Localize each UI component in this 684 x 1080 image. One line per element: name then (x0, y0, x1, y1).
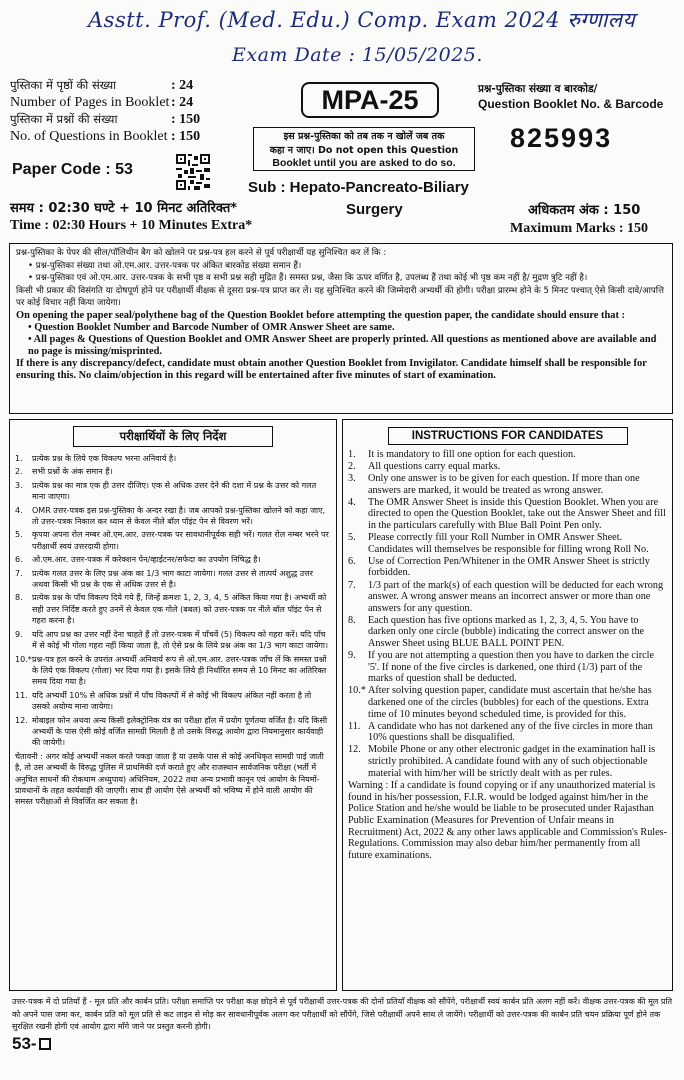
questions-label-en: No. of Questions in Booklet (10, 129, 168, 144)
hindi-instructions-panel (9, 419, 337, 991)
list-item: 3. Only one answer is to be given for each question. If more than one answers are marked, it would be treated as wrong answer. (348, 473, 640, 496)
seal-hi-bullet1: • प्रश्न-पुस्तिका संख्या तथा ओ.एम.आर. उत्तर-पत्रक पर अंकित बारकोड संख्या समान हैं। (28, 260, 302, 271)
list-item: 5. कृपया अपना रोल नम्बर ओ.एम.आर. उत्तर-पत्रक पर सावधानीपूर्वक सही भरें। गलत रोल नम्बर भरने पर परीक्षार्थी स्वयं उत्तरदायी होगा। (15, 530, 329, 551)
list-item: 9. यदि आप प्रश्न का उत्तर नहीं देना चाहते हैं तो उत्तर-पत्रक में पाँचवें (5) विकल्प को गहरा करें। यदि पाँच में से कोई भी गोला गहरा नहीं किया जाता है, तो ऐसे प्रश्न के लिये प्रश्न अंक का 1/3 भाग काटा जायेगा। (15, 629, 329, 651)
list-item: 8. Each question has five options marked as 1, 2, 3, 4, 5. You have to darken only one circle (bubble) indicating the correct answer on the Answer Sheet using BLUE BALL POINT PEN. (348, 614, 645, 649)
questions-value-en: : 150 (171, 129, 201, 144)
time-en: Time : 02:30 Hours + 10 Minutes Extra* (10, 218, 253, 233)
max-marks-hi: अधिकतम अंक : 150 (528, 203, 641, 218)
seal-en-bullet1: • Question Booklet Number and Barcode Number of OMR Answer Sheet are same. (28, 321, 395, 333)
seal-hi-bullet2: • प्रश्न-पुस्तिका एवं ओ.एम.आर. उत्तर-पत्रक के सभी पृष्ठ व सभी प्रश्न सही मुद्रित हैं। समस्त प्रश्न, जैसा कि ऊपर वर्णित है, उपलब्ध हैं तथा कोई भी पृष्ठ कम नहीं है/ मुद्रण त्रुटि नहीं है। (28, 273, 588, 283)
seal-opening-notice (9, 243, 673, 414)
list-item: 11. यदि अभ्यर्थी 10% से अधिक प्रश्नों में पाँच विकल्पों में से कोई भी विकल्प अंकित नहीं करता है तो उसको अयोग्य माना जायेगा। (15, 690, 312, 712)
booklet-number: 825993 (510, 123, 613, 153)
subject-line2: Surgery (346, 201, 403, 218)
list-item: 7. 1/3 part of the mark(s) of each question will be deducted for each wrong answer. A wrong answer means an incorrect answer or more than one answers for any question. (348, 579, 664, 614)
seal-hi-para2: किसी भी प्रकार की विसंगति या दोषपूर्ण होने पर परीक्षार्थी वीक्षक से दूसरा प्रश्न-पत्र प्राप्त कर लें। यह सुनिश्चित करने की जिम्मेदारी अभ्यर्थी की होगी। परीक्षा प्रारम्भ होने के 5 मिनट पश्चात् ऐसे किसी दावे/आपत्ति पर कोई विचार नहीं किया जायेगा। (16, 285, 664, 308)
warning-hi-line2: कहा न जाए। Do not open this Question (269, 144, 459, 156)
square-box-icon (39, 1038, 51, 1050)
time-hi: समय : 02:30 घण्टे + 10 मिनट अतिरिक्त* (10, 201, 238, 216)
booklet-info (10, 77, 215, 145)
list-item: 7. प्रत्येक गलत उत्तर के लिए प्रश्न अंक का 1/3 भाग काटा जायेगा। गलत उत्तर से तात्पर्य अशुद्ध उत्तर अथवा किसी भी प्रश्न के एक से अधिक उत्तर से है। (15, 568, 313, 590)
list-item: 6. ओ.एम.आर. उत्तर-पत्रक में करेक्शन पेन/व्हाईटनर/सफेदा का उपयोग निषिद्ध है। (15, 555, 261, 565)
pages-label-hi: पुस्तिका में पृष्ठों की संख्या (10, 78, 117, 92)
hindi-instructions-list (15, 453, 331, 749)
english-warning: Warning : If a candidate is found copying or if any unauthorized material is found in his/her possession, F.I.R. would be lodged against him/her in the Police Station and he/she would be liable to be prosecuted under Rajasthan Public Examination (Measures for Prevention of Unfair means in Recruitment) Act, 2022 & any other laws applicable and Commission's Rules-Regulations. Commission may also debar him/her permanently from all future examinations. (348, 780, 668, 861)
list-item: 6. Use of Correction Pen/Whitener in the OMR Answer Sheet is strictly forbidden. (348, 555, 650, 579)
list-item: 4. OMR उत्तर-पत्रक इस प्रश्न-पुस्तिका के अन्दर रखा है। जब आपको प्रश्न-पुस्तिका खोलने को कहा जाए, तो उत्तर-पत्रक निकाल कर ध्यान से केवल नीले बॉल पॉइंट पेन से विवरण भरें। (15, 505, 326, 527)
max-marks-en: Maximum Marks : 150 (510, 221, 649, 236)
list-item: 8. प्रत्येक प्रश्न के पाँच विकल्प दिये गये हैं, जिन्हें क्रमशः 1, 2, 3, 4, 5 अंकित किया गया है। अभ्यर्थी को सही उत्तर निर्दिष्ट करते हुए उनमें से केवल एक गोले (बबल) को उत्तर-पत्रक पर नीले बॉल पॉइंट पेन से गहरा करना है। (15, 593, 327, 626)
list-item: 3. प्रत्येक प्रश्न का मात्र एक ही उत्तर दीजिए। एक से अधिक उत्तर देने की दशा में प्रश्न के उत्तर को गलत माना जाएगा। (15, 480, 317, 502)
handwritten-note-line1: Asstt. Prof. (Med. Edu.) Comp. Exam 2024 रुग्णालय (88, 8, 636, 32)
english-instructions-panel (342, 419, 673, 991)
warning-en-line: Booklet until you are asked to do so. (272, 157, 456, 169)
list-item: 1. It is mandatory to fill one option for each question. (348, 449, 576, 460)
warning-hi-line1: इस प्रश्न-पुस्तिका को तब तक न खोलें जब तक (283, 131, 445, 142)
do-not-open-warning (253, 127, 475, 171)
list-item: 9. If you are not attempting a question then you have to darken the circle '5'. If none of the five circles is darkened, one third (1/3) part of the marks of question shall be deducted. (348, 650, 655, 685)
questions-value-hi: : 150 (171, 112, 201, 127)
pages-value-hi: : 24 (171, 78, 194, 93)
list-item: 1. प्रत्येक प्रश्न के लिये एक विकल्प भरना अनिवार्य है। (15, 454, 177, 463)
pages-value-en: : 24 (171, 95, 194, 110)
handwritten-exam-date: Exam Date : 15/05/2025. (232, 44, 483, 66)
hindi-instructions-heading: परीक्षार्थियों के लिए निर्देश (73, 426, 273, 447)
english-instructions-list (348, 449, 667, 779)
qr-code-icon (176, 154, 210, 190)
list-item: 2. All questions carry equal marks. (348, 461, 501, 473)
page-number (12, 1034, 51, 1054)
booklet-code-box: MPA-25 (301, 82, 439, 118)
subject-line1: Sub : Hepato-Pancreato-Biliary (248, 179, 469, 196)
barcode-label-en: Question Booklet No. & Barcode (478, 97, 664, 111)
subject-title (248, 177, 508, 221)
page-number-text: 53- (12, 1034, 37, 1053)
pages-label-en: Number of Pages in Booklet (10, 95, 170, 110)
list-item: 10.* प्रश्न-पत्र हल करने के उपरांत अभ्यर्थी अनिवार्य रूप से ओ.एम.आर. उत्तर-पत्रक जाँच लें कि समस्त प्रश्नों के लिये एक विकल्प (गोला) भर दिया गया है। इसके लिये ही निर्धारित समय से 10 मिनट का अतिरिक्त समय दिया गया है। (15, 654, 327, 687)
list-item: 5. Please correctly fill your Roll Number in OMR Answer Sheet. Candidates will themselves be responsible for filling wrong Roll No. (348, 532, 649, 555)
seal-en-intro: On opening the paper seal/polythene bag of the Question Booklet before attempting the question paper, the candidate should ensure that : (16, 309, 625, 321)
seal-en-para2: If there is any discrepancy/defect, candidate must obtain another Question Booklet from Invigilator. Candidate himself shall be responsible for ensuring this. No claim/objection in this regard will be entertained after five minutes of start of examination. (16, 357, 647, 381)
barcode-label (478, 82, 678, 112)
list-item: 4. The OMR Answer Sheet is inside this Question Booklet. When you are directed to open the Question Booklet, take out the Answer Sheet and fill in the particulars carefully with Blue Ball Point Pen only. (348, 496, 666, 532)
list-item: 12. Mobile Phone or any other electronic gadget in the examination hall is strictly prohibited. A candidate found with any of such objectionable material with him/her will be strictly dealt with as per rules. (348, 744, 656, 779)
list-item: 11. A candidate who has not darkened any of the five circles in more than 10% questions shall be disqualified. (348, 720, 653, 744)
barcode-label-hi: प्रश्न-पुस्तिका संख्या व बारकोड/ (478, 83, 598, 95)
seal-en-bullet2: • All pages & Questions of Question Booklet and OMR Answer Sheet are properly printed. All questions as mentioned above are available and no page is missing/misprinted. (28, 333, 657, 357)
list-item: 10.* After solving question paper, candidate must ascertain that he/she has darkened one of the circles (bubbles) for each of the questions. Extra time of 10 minutes beyond scheduled time, is provided for this. (348, 685, 652, 720)
questions-label-hi: पुस्तिका में प्रश्नों की संख्या (10, 112, 118, 126)
paper-code: Paper Code : 53 (12, 161, 133, 178)
answer-sheet-footer-note: उत्तर-पत्रक में दो प्रतियाँ हैं - मूल प्रति और कार्बन प्रति। परीक्षा समाप्ति पर परीक्षा कक्ष छोड़ने से पूर्व परीक्षार्थी उत्तर-पत्रक की दोनों प्रतियाँ वीक्षक को सौंपेंगे, परीक्षार्थी स्वयं कार्बन प्रति अलग नहीं करें। वीक्षक उत्तर-पत्रक की मूल प्रति को अपने पास जमा कर, कार्बन प्रति को मूल प्रति से कट लाइन से मोड़ कर सावधानीपूर्वक अलग कर परीक्षार्थी को सौंपेंगे, जिसे परीक्षार्थी अपने साथ ले जायेंगे। परीक्षार्थी को उत्तर-पत्रक की कार्बन प्रति चयन प्रक्रिया पूर्ण होने तक सुरक्षित रखनी होगी एवं आयोग द्वारा माँगे जाने पर प्रस्तुत करनी होगी। (12, 997, 673, 1032)
english-instructions-heading: INSTRUCTIONS FOR CANDIDATES (388, 427, 628, 445)
seal-hi-intro: प्रश्न-पुस्तिका के पेपर की सील/पॉलिथीन बैग को खोलने पर प्रश्न-पत्र हल करने से पूर्व परीक्षार्थी यह सुनिश्चित कर लें कि : (16, 248, 387, 258)
list-item: 12. मोबाइल फोन अथवा अन्य किसी इलेक्ट्रोनिक यंत्र का परीक्षा हॉल में प्रयोग पूर्णतया वर्जित है। यदि किसी अभ्यर्थी के पास ऐसी कोई वर्जित सामग्री मिलती है तो उसके विरुद्ध आयोग द्वारा नियमानुसार कार्यवाही की जायेगी। (15, 715, 328, 748)
hindi-warning: चेतावनी : अगर कोई अभ्यर्थी नकल करते पकड़ा जाता है या उसके पास से कोई अनधिकृत सामग्री पाई जाती है, तो उस अभ्यर्थी के विरुद्ध पुलिस में प्राथमिकी दर्ज कराते हुए और राजस्थान सार्वजनिक परीक्षा (भर्ती में अनुचित साधनों की रोकथाम अध्युपाय) अधिनियम, 2022 तथा अन्य प्रभावी कानून एवं आयोग के नियमों-प्रावधानों के तहत कार्यवाही की जाएगी। साथ ही आयोग ऐसे अभ्यर्थी को भविष्य में होने वाली आयोग की समस्त परीक्षाओं से विवर्जित कर सकता है। (15, 751, 324, 807)
list-item: 2. सभी प्रश्नों के अंक समान हैं। (15, 467, 113, 477)
